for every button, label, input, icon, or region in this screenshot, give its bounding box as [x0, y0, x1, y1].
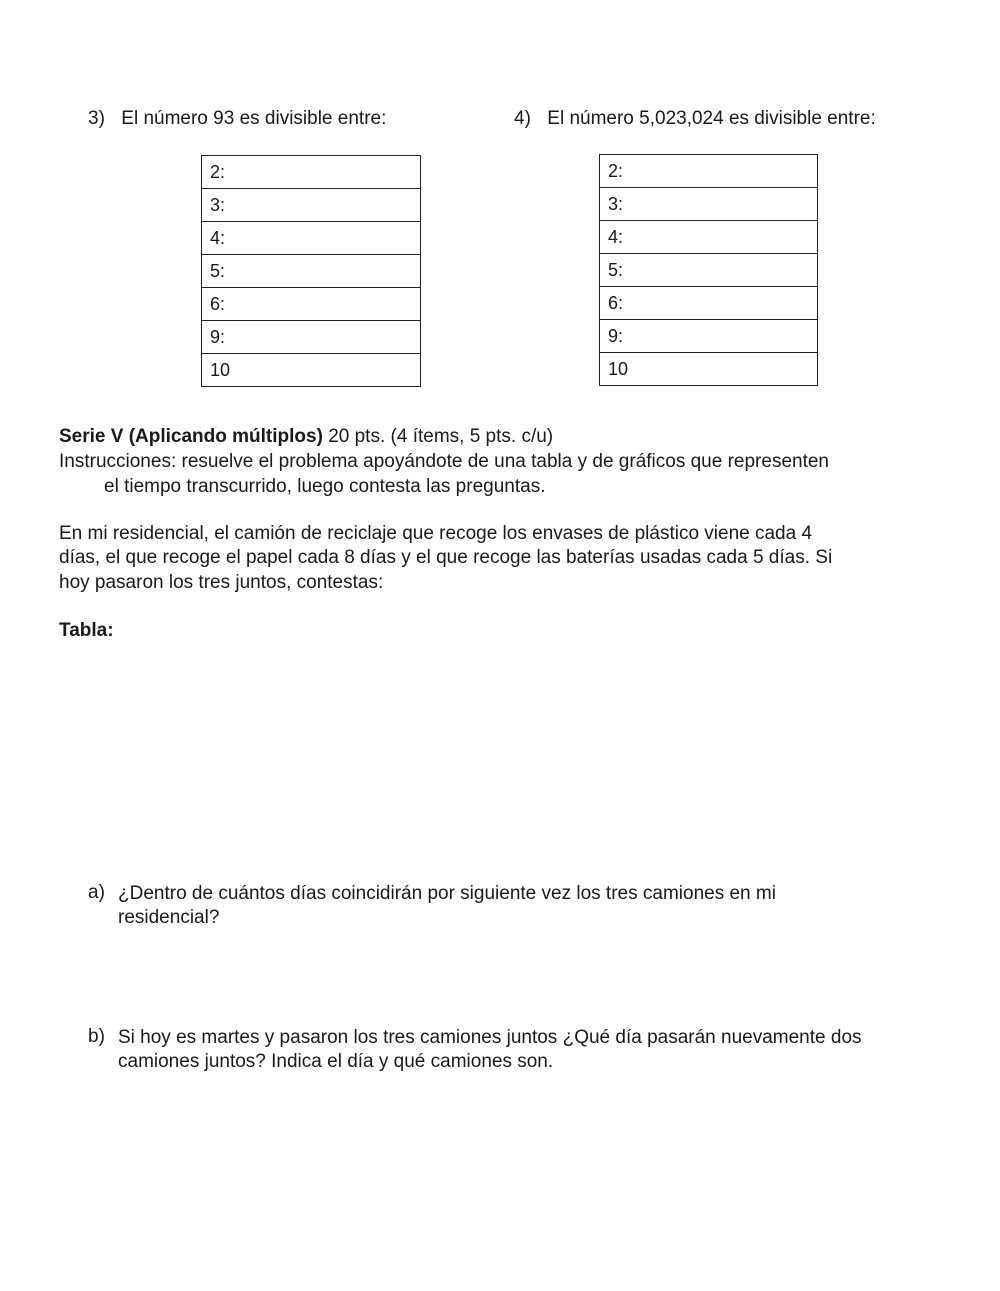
- question-b-line-1: Si hoy es martes y pasaron los tres camiones juntos ¿Qué día pasarán nuevamente dos: [118, 1027, 862, 1048]
- divisor-cell[interactable]: 3:: [600, 188, 818, 221]
- tabla-label: Tabla:: [59, 620, 114, 641]
- question-b-text: [118, 1026, 862, 1074]
- divisor-cell[interactable]: 6:: [600, 287, 818, 320]
- question-a-text: [118, 882, 776, 930]
- divisor-cell[interactable]: 10: [600, 353, 818, 386]
- divisor-cell[interactable]: 2:: [202, 156, 421, 189]
- table-row: [202, 189, 421, 222]
- table-row: [600, 254, 818, 287]
- problem-line-2: días, el que recoge el papel cada 8 días y el que recoge las baterías usadas cada 5 días. Si: [59, 547, 833, 568]
- serie-points: 20 pts. (4 ítems, 5 pts. c/u): [322, 426, 554, 447]
- question-a-line-1: ¿Dentro de cuántos días coincidirán por siguiente vez los tres camiones en mi: [118, 883, 776, 904]
- divisibility-table-93: [201, 155, 421, 387]
- table-row: [600, 221, 818, 254]
- table-row: [600, 353, 818, 386]
- divisibility-table-5023024: [599, 154, 818, 386]
- divisor-cell[interactable]: 5:: [202, 255, 421, 288]
- question-b-line-2: camiones juntos? Indica el día y qué camiones son.: [118, 1051, 554, 1072]
- problem-line-3: hoy pasaron los tres juntos, contestas:: [59, 572, 384, 593]
- question-3-number: 3): [88, 108, 105, 129]
- divisor-cell[interactable]: 9:: [600, 320, 818, 353]
- divisor-cell[interactable]: 4:: [202, 222, 421, 255]
- serie-heading-line: [59, 426, 553, 448]
- question-3-title: [88, 108, 386, 130]
- instructions-line-1: Instrucciones: resuelve el problema apoyándote de una tabla y de gráficos que representen: [59, 451, 829, 472]
- question-4-title: [514, 108, 876, 130]
- question-a-letter: a): [88, 882, 105, 903]
- question-4-text: El número 5,023,024 es divisible entre:: [547, 108, 876, 129]
- divisor-cell[interactable]: 10: [202, 354, 421, 387]
- instructions-line-2: el tiempo transcurrido, luego contesta las preguntas.: [104, 476, 546, 497]
- table-row: [202, 321, 421, 354]
- table-row: [202, 222, 421, 255]
- divisor-cell[interactable]: 3:: [202, 189, 421, 222]
- question-3-text: El número 93 es divisible entre:: [121, 108, 387, 129]
- problem-line-1: En mi residencial, el camión de reciclaje que recoge los envases de plástico viene cada 4: [59, 523, 813, 544]
- divisor-cell[interactable]: 9:: [202, 321, 421, 354]
- question-4-number: 4): [514, 108, 531, 129]
- table-row: [202, 354, 421, 387]
- table-row: [600, 188, 818, 221]
- divisor-cell[interactable]: 4:: [600, 221, 818, 254]
- serie-heading: Serie V (Aplicando múltiplos): [59, 426, 323, 447]
- table-row: [202, 156, 421, 189]
- table-row: [202, 288, 421, 321]
- divisor-cell[interactable]: 5:: [600, 254, 818, 287]
- table-row: [600, 287, 818, 320]
- divisor-cell[interactable]: 6:: [202, 288, 421, 321]
- table-row: [600, 155, 818, 188]
- table-row: [600, 320, 818, 353]
- question-b-letter: b): [88, 1026, 105, 1047]
- divisor-cell[interactable]: 2:: [600, 155, 818, 188]
- question-a-line-2: residencial?: [118, 907, 220, 928]
- table-row: [202, 255, 421, 288]
